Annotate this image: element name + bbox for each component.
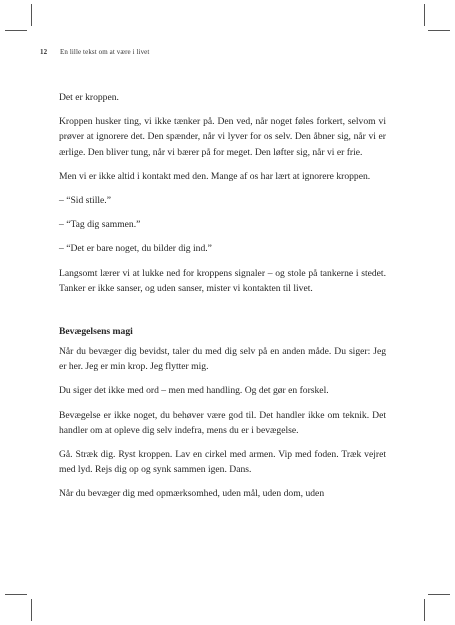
paragraph: Kroppen husker ting, vi ikke tænker på. Den ved, når noget føles forkert, selvom vi prøver at ignorere det. Den spænder, når vi lyver for os selv. Den åbner sig, når vi er ærlige. Den bliver tung, når vi bærer på for meget. Den løfter sig, når vi er frie. (59, 116, 386, 158)
page-number: 12 (40, 48, 48, 56)
crop-mark (31, 4, 32, 26)
crop-mark (428, 594, 450, 595)
paragraph: Men vi er ikke altid i kontakt med den. Mange af os har lært at ignorere kroppen. (59, 170, 371, 182)
paragraph: Når du bevæger dig bevidst, taler du med dig selv på en anden måde. Du siger: Jeg er her. Jeg er min krop. Jeg flytter mig. (59, 346, 386, 373)
paragraph: Langsomt lærer vi at lukke ned for kroppens signaler – og stole på tankerne i stedet. Tanker er ikke sanser, og uden sanser, mister vi kontakten til livet. (59, 267, 386, 294)
paragraph: Du siger det ikke med ord – men med handling. Og det gør en forskel. (59, 385, 329, 397)
paragraph: Når du bevæger dig med opmærksomhed, uden mål, uden dom, uden (59, 488, 325, 500)
running-title: En lille tekst om at være i livet (60, 48, 150, 56)
running-header (40, 48, 149, 56)
section-heading: Bevægelsens magi (59, 326, 133, 338)
paragraph: Gå. Stræk dig. Ryst kroppen. Lav en cirkel med armen. Vip med foden. Træk vejret med lyd. Rejs dig op og synk sammen igen. Dans. (59, 449, 386, 476)
quote-line: – “Tag dig sammen.” (59, 219, 141, 231)
paragraph: Bevægelse er ikke noget, du behøver være god til. Det handler ikke om teknik. Det handler om at opleve dig selv indefra, mens du er i bevægelse. (59, 409, 386, 436)
crop-mark (424, 599, 425, 621)
crop-mark (31, 599, 32, 621)
crop-mark (428, 30, 450, 31)
paragraph: Det er kroppen. (59, 92, 119, 103)
quote-line: – “Sid stille.” (59, 195, 111, 207)
crop-mark (5, 594, 27, 595)
crop-mark (5, 30, 27, 31)
body-text (59, 90, 386, 511)
quote-line: – “Det er bare noget, du bilder dig ind.” (59, 243, 212, 255)
crop-mark (424, 4, 425, 26)
